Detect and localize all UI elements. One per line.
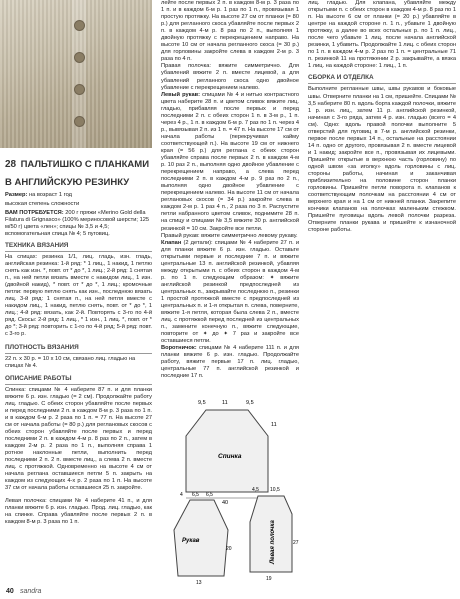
button-icon — [74, 116, 85, 127]
button-icon — [74, 52, 85, 63]
density-text: 22 п. х 30 р. = 10 х 10 см, связано лиц. гладью на спицах № 4. — [5, 355, 136, 369]
right-sleeve-text: Правый рукав: вяжите симметрично левому рукаву. — [161, 232, 298, 239]
divider — [308, 83, 456, 84]
button-icon — [74, 84, 85, 95]
front-bottom-dim: 19 — [266, 576, 272, 582]
assembly-text: Выполните регланные швы, швы рукавов и боковые швы. Отверните планки на 1 см, пришейте. Спицами № 3,5 наберите 80 п. вдоль борта каждой полочки, вяжите 1 р. изн. лиц., затем 11 р. английской резинкой, начиная с 3-го ряда, затем 4 р. изн. гладью (всего = 4 см). Одно: вдоль правой полочки выполните 5 отверстий для пуговиц в 7-м р. английской резинки, первое после первых 14 п., остальные на расстоянии 14 п. одно от другого, провязывая 2 п. вместе лицевой и 1 накид; закройте все п., провязывая их лицевыми. Пришейте открытые в верхнюю часть (горловину) по одной швом «за иголку» вдоль горловины с лиц. стороны работы, начиная и заканчивая приблизительно на половине сторон планки горловины. Пришейте петли поворота п. клапанов к соответствующим полочкам на расстоянии 4 см от верхнего края и на 1 см от нижней планки. Закрепите кончики клапанов на полочках маленьким стежком. Пришейте пуговицы вдоль левой полочки разреза. Отверните планки рукава и пришейте к изнаночной стороне работы. — [308, 86, 456, 234]
back-top-2: 11 — [222, 400, 228, 406]
front-side-dim: 27 — [293, 540, 299, 546]
back-label: Спинка — [218, 453, 242, 460]
back-right-dim: 11 — [271, 422, 277, 428]
page-number: 40 — [6, 588, 14, 595]
divider — [5, 384, 152, 385]
density-title: ПЛОТНОСТЬ ВЯЗАНИЯ — [5, 343, 79, 351]
column-2 — [161, 0, 299, 381]
magazine-name: sandra — [20, 588, 42, 595]
right-front-text: Правая полочка: вяжите симметрично. Для убавлений вяжите 2 п. вместе лицевой, а для убавлений регланного скоса одно двойное убавление с перекрещением налево. — [161, 63, 299, 91]
sleeve-label: Рукав — [182, 538, 200, 544]
work-text: Спинка: спицами № 4 наберите 87 п. и для планки вяжите 6 р. изн. гладью (= 2 см). Продолжайте работу лиц. гладью. С обеих сторон убавляйте после первых и перед последними 2 п. в каждом 8-м р. 3 раза по 1 п. и в каждом 6-м р. 2 раза по 1 п. = 77 п. На высоте 27 см от начала работы (= 80 р.) для реглановых скосов с обеих сторон убавляйте после первых и перед последними 2 п. в каждом 4-м р. 8 раз по 2 п., затем в каждом 2-м р. 2 раза по 1 п., выполняя справа 1 ротное наклонные петли, выполнить перед последними 2 п. 2 п. вместе лиц., а слева 2 п. вместе лиц. с протяжкой. Одновременно на высоте 4 см от начала реглана оставшиеся петли 5 п. закрыть на каждом из следующих 4-х р. 2 раза по 1 п. На высоте 37 см от начала работы оставшиеся 25 п. закройте. — [5, 387, 152, 492]
work-title: ОПИСАНИЕ РАБОТЫ — [5, 375, 72, 383]
tech-text: На спицах: резинка 1/1, лиц. гладь, изн. гладь, английская резинка: 1-й ряд: * 1 лиц., 1 накид, 1 петлю снять как изн. *, повт. от * до *, 1 лиц.; 2-й ряд: 1 снятая п., на ней петли вязать вместе с накидом лиц., 1 изн. (двойной накид), * повт. от * до *, 1 лиц.; кромочные петли: первую петлю снять как изн., последнюю вязать лиц. 3-й ряд: 1 снятая п., на ней петля вместе с накидом лиц., 1 накид, петлю снять, повт. от * до *, 1 лиц.; 4-й ряд: вязать, как 2-й. Повторять с 3-го по 4-й ряд. Скосы: 2-й ряд: 1 лиц., * 1 изн., 1 лиц. *, повт. от * до *; 3-й ряд: повторить с 1-го по 4-й ряд; 5-й ряд: повт. с 3-го р. — [5, 254, 152, 337]
product-photo — [0, 0, 152, 148]
materials: ВАМ ПОТРЕБУЕТСЯ: 200 г пряжи «Merino Gold della Filatura di Grignasco» (100% мериносовой шерсти; 125 м/50 г) цвета «лен»; спицы № 3,5 и 4,5; вспомогательная спица № 4; 5 пуговиц. — [5, 210, 150, 237]
back-bottom-dim: 40 — [222, 500, 229, 506]
sleeve-top-1: 4 — [180, 492, 183, 498]
col2-text-1: лейте после первых 2 п. в каждом 8-м р. 3 раза по 1 п. и в каждом 6-м р. 1 раз по 1 п., провязывая 1 простую протяжку. На высоте 27 см от планки (= 80 р.) для регланного скоса убавляйте после первых 2 п. в каждом 4-м р. 8 раз по 2 п., выполняя 1 двойную протяжку с перекрещением направо. На высоте 10 см от начала регланного скоса (= 30 р.) для горловины закройте слева в каждом 2-м р. 3 раза по 4 п. — [161, 0, 299, 63]
divider — [5, 353, 152, 354]
front-top-1: 4,5 — [252, 487, 259, 493]
back-top-3: 9,5 — [246, 400, 254, 406]
back-top-1: 9,5 — [198, 400, 206, 406]
difficulty: высокая степень сложности — [5, 201, 80, 207]
sleeve-diagram — [170, 490, 232, 586]
front-label: Левая полочка — [270, 520, 276, 564]
pattern-title: ПАЛЬТИШКО С ПЛАНКАМИ В АНГЛИЙСКУЮ РЕЗИНКУ — [5, 159, 150, 188]
left-sleeve-text: Левый рукав: спицами № 4 и нитью контрастного цвета наберите 28 п. и цветом сливок вяжите лиц. гладью, прибавляя после первых и перед последними 2 п. с обеих сторон 1 п. в 3-м р., 1 п. через 4 р., 1 п. в каждом 6-м р. 7 раз по 1 п. через 4 р., вывязывая 2 п. из 1 п. = 47 п. На высоте 17 см от начала работы (перекручивая кайму соответствующей п.). На высоте 19 см от нижнего края (= 56 р.) для реглана с обеих сторон убавляйте справа после первых 2 п. в каждом 4-м р. 10 раз 2 п., выполняя одно двойное убавление с перекрещением направо, а слева перед последними 2 п. в каждом 4-м р. 9 раз по 2 п., выполняя одно двойное убавление с перекрещением налево. На высоте 11 см от начала реглановых скосов (= 34 р.) закройте слева в каждом 2-м р. 1 раз 4 п., 2 раза по 3 п. Распустите петли набранного цветом сливок, поднимите 28 п. на спицу и спицами № 3,5 вяжите 30 р. английской резинкой = 10 см. Закройте все петли. — [161, 91, 299, 232]
collar-text: Клапан (2 детали): спицами № 4 наберите 27 п. и для планки вяжите 6 р. изн. гладью. Оставьте открытыми первые и последние 7 п. и вяжите центральные 13 п. английской резинкой, убавляя между открытыми п. с обеих сторон в каждом 4-м р. по 1 п. следующим образом: ✦ вяжите английской резинкой предпоследней из центральных п., закрывайте последнюю п., резинки 1 простой протяжкой вместе с предпоследней из центральных п. и 1-я открытая п. слева, поверните, вяжите 1-я петля, которая была слева 2 п., вместе лиц. с протяжкой перед последней из центральных п., замените конечную п., вяжите следующие, повторите от ✦ до ✦ 7 раз и закройте все оставшиеся петли. — [161, 239, 299, 345]
sleeve-top-3: 6,5 — [206, 492, 213, 498]
front-top-2: 10,5 — [270, 487, 280, 493]
sleeve-side-dim: 20 — [226, 546, 232, 552]
pattern-number: 28 — [5, 159, 17, 170]
tech-title: ТЕХНИКА ВЯЗАНИЯ — [5, 242, 69, 249]
sleeve-top-2: 6,5 — [192, 492, 199, 498]
neck-text: Воротничок: спицами № 4 наберите 111 п. и для планки вяжите 6 р. изн. гладью. Продолжайте работу, вяжите первые 17 п. лиц. гладью, центральные 77 п. английской резинкой и последние 17 п. — [161, 345, 299, 380]
divider — [5, 251, 152, 252]
assembly-title: СБОРКА И ОТДЕЛКА — [308, 74, 374, 82]
column-3 — [308, 0, 456, 234]
left-front-diagram — [244, 484, 298, 584]
button-icon — [74, 20, 85, 31]
left-front-text: Левая полочка: спицами № 4 наберите 41 п., и для планки вяжите 6 р. изн. гладью. Прод. лиц. гладью, как на спинке. Справа убавляйте после первых 2 п. в каждом 8-м р. 3 раза по 1 п. — [5, 498, 152, 526]
size-line: Размер: на возраст 1 год — [5, 192, 72, 198]
sleeve-bottom-dim: 13 — [196, 580, 202, 586]
col3-text-1: лиц. гладью. Для клапана, убавляйте между открытыми п. с обеих сторон в каждом 4-м р. 8 раз по 1 п. На высоте 6 см от планки (= 20 р.) убавляйте в центре на каждой стороне п. 1 п., убавьте 1 двойную протяжку, а далее во всех остальных р. по 1 п. лиц., после чего убавьте 1 лиц. после начала английской резинки, 1 убавить. Продолжайте 1 лиц. с обеих сторон по 1 п. в каждом 4-м р. 2 раз по 1 п. = центральные 71 п. резинкой 11 на протяжении 2 р. закрывайте, а вязка 1 лиц. на каждой стороне: 1 лиц., 1 п. — [308, 0, 456, 70]
pattern-header — [5, 154, 152, 532]
